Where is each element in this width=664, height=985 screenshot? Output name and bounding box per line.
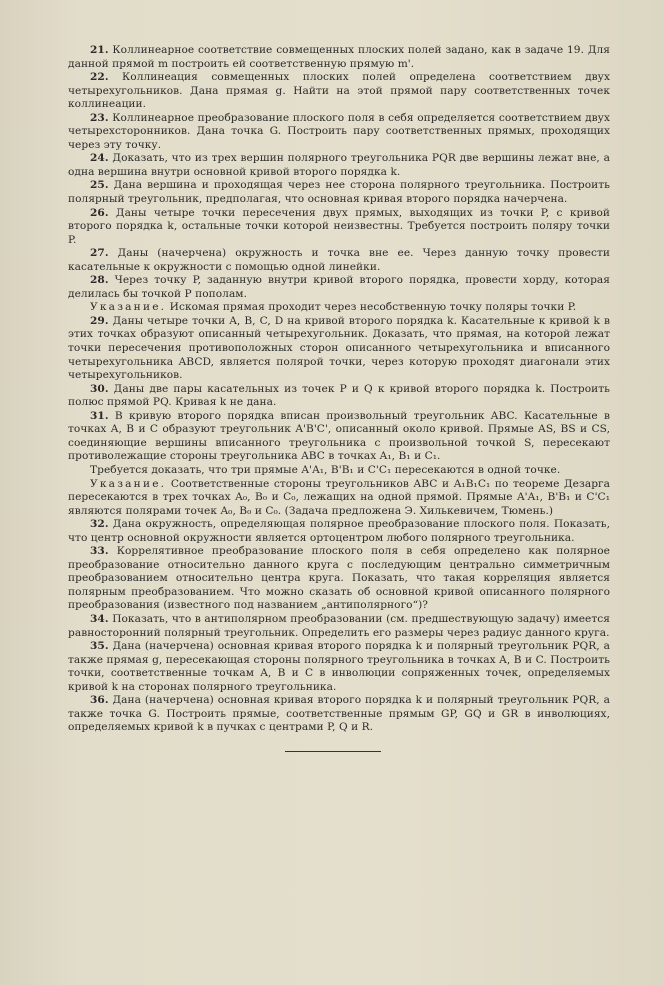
continuation-paragraph xyxy=(68,464,610,478)
problem-35 xyxy=(68,640,610,694)
problem-text: Дана (начерчена) основная кривая второго порядка k и полярный треугольник PQR, а также прямая g, пересекающая стороны полярного треугольника в точках A, B и C. Построить точки, соответственные точкам A, B и C в инволюции сопряженных точек, определяемых кривой k на сторонах полярного треугольника. xyxy=(68,640,611,693)
problem-list xyxy=(68,44,610,735)
problem-number: 30. xyxy=(90,382,109,395)
problem-text: Искомая прямая проходит через несобственную точку поляры точки P. xyxy=(166,301,577,314)
hint-label: Указание. xyxy=(90,301,167,314)
problem-number: 29. xyxy=(90,314,109,327)
problem-text: Соответственные стороны треугольников ABC и A₁B₁C₁ по теореме Дезарга пересекаются в трех точках A₀, B₀ и C₀, лежащих на одной прямой. Прямые A'A₁, B'B₁ и C'C₁ являются полярами точек A₀, B₀ и C₀. (Задача предложена Э. Хилькевичем, Тюмень.) xyxy=(68,477,610,517)
problem-number: 25. xyxy=(90,179,109,192)
problem-33 xyxy=(68,545,610,613)
problem-number: 36. xyxy=(90,694,109,707)
problem-text: Показать, что в антиполярном преобразовании (см. предшествующую задачу) имеется равносторонний полярный треугольник. Определить его размеры через радиус данного круга. xyxy=(68,612,611,639)
problem-22 xyxy=(68,71,610,112)
problem-27 xyxy=(68,247,610,274)
problem-29 xyxy=(68,315,610,383)
problem-number: 21. xyxy=(90,44,109,56)
problem-28 xyxy=(68,274,610,301)
problem-23 xyxy=(68,112,610,153)
problem-26 xyxy=(68,207,610,248)
problem-36 xyxy=(68,694,610,735)
problem-text: Дана (начерчена) основная кривая второго порядка k и полярный треугольник PQR, а также точка G. Построить прямые, соответственные прямым GP, GQ и GR в инволюциях, определяемых кривой k в пучках с центрами P, Q и R. xyxy=(68,694,611,734)
problem-number: 22. xyxy=(90,71,109,84)
problem-24 xyxy=(68,152,610,179)
problem-text: В кривую второго порядка вписан произвольный треугольник ABC. Касательные в точках A, B и C образуют треугольник A'B'C', описанный около кривой. Прямые AS, BS и CS, соединяющие вершины вписанного треугольника с произвольной точкой S, пересекают противолежащие стороны треугольника ABC в точках A₁, B₁ и C₁. xyxy=(68,409,610,463)
problem-text: Даны четыре точки пересечения двух прямых, выходящих из точки P, с кривой второго порядка k, остальные точки которой неизвестны. Требуется построить поляру точки P. xyxy=(68,206,610,246)
problem-text: Коллинеация совмещенных плоских полей определена соответствием двух четырехугольников. Дана прямая g. Найти на этой прямой пару соответственных точек коллинеации. xyxy=(68,71,610,111)
problem-30 xyxy=(68,383,610,410)
problem-number: 33. xyxy=(90,545,109,558)
problem-number: 31. xyxy=(90,409,109,422)
problem-text: Доказать, что из трех вершин полярного треугольника PQR две вершины лежат вне, а одна вершина внутри основной кривой второго порядка k. xyxy=(68,152,610,178)
problem-text: Дана окружность, определяющая полярное преобразование плоского поля. Показать, что центр основной окружности является ортоцентром любого полярного треугольника. xyxy=(68,518,610,544)
problem-text: Требуется доказать, что три прямые A'A₁, B'B₁ и C'C₁ пересекаются в одной точке. xyxy=(90,463,561,476)
hint-label: Указание. xyxy=(90,477,167,490)
problem-text: Дана вершина и проходящая через нее сторона полярного треугольника. Построить полярный треугольник, предполагая, что основная кривая второго порядка начерчена. xyxy=(68,179,610,206)
problem-number: 28. xyxy=(90,274,109,287)
problem-text: Даны четыре точки A, B, C, D на кривой второго порядка k. Касательные к кривой k в этих точках образуют описанный четырехугольник. Доказать, что прямая, на которой лежат точки пересечения противоположных сторон описанного четырехугольника и вписанного четырехугольника ABCD, является полярой точки, через которую проходят диагонали этих четырехугольников. xyxy=(68,314,610,382)
end-rule xyxy=(285,751,381,752)
problem-number: 24. xyxy=(90,152,109,165)
problem-31 xyxy=(68,410,610,464)
problem-25 xyxy=(68,179,610,206)
hint-paragraph xyxy=(68,478,610,519)
problem-number: 32. xyxy=(90,518,109,531)
problem-text: Даны (начерчена) окружность и точка вне ее. Через данную точку провести касательные к окружности с помощью одной линейки. xyxy=(68,247,610,273)
problem-32 xyxy=(68,518,610,545)
problem-text: Коррелятивное преобразование плоского поля в себя определено как полярное преобразование относительно данного круга с последующим центрально симметричным преобразованием относительно центра круга. Показать, что такая корреляция является полярным преобразованием. Что можно сказать об основной кривой описанного полярного преобразования (известного под названием „антиполярного“)? xyxy=(68,545,610,612)
problem-number: 34. xyxy=(90,612,109,625)
problem-number: 23. xyxy=(90,111,109,124)
problem-text: Коллинеарное преобразование плоского поля в себя определяется соответствием двух четырехсторонников. Дана точка G. Построить пару соответственных прямых, проходящих через эту точку. xyxy=(68,111,610,151)
problem-34 xyxy=(68,613,610,640)
problem-21 xyxy=(68,44,610,71)
problem-number: 27. xyxy=(90,247,109,260)
problem-number: 35. xyxy=(90,640,109,653)
problem-text: Через точку P, заданную внутри кривой второго порядка, провести хорду, которая делилась бы точкой P пополам. xyxy=(68,274,610,300)
problem-text: Даны две пары касательных из точек P и Q к кривой второго порядка k. Построить полюс прямой PQ. Кривая k не дана. xyxy=(68,382,610,409)
problem-number: 26. xyxy=(90,206,109,219)
hint-paragraph xyxy=(68,301,610,315)
problem-text: Коллинеарное соответствие совмещенных плоских полей задано, как в задаче 19. Для данной прямой m построить ей соответственную прямую m'. xyxy=(68,44,610,70)
